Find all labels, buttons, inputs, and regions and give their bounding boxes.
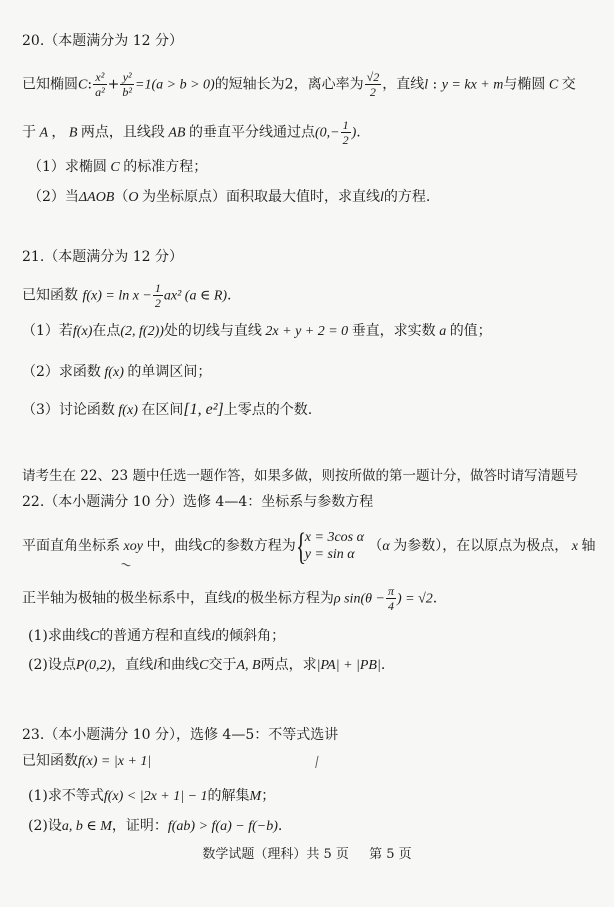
q22-stem-line1: 平面直角坐标系 xoy 中，曲线C的参数方程为 { x = 3cos α y = sin α （α 为参数），在以原点为极点， x 轴 [22, 526, 596, 568]
q23-part2: (2)设a, b ∈ M，证明：f(ab) > f(a) − f(−b). [28, 818, 283, 834]
footer-subject: 数学试题（理科）共 5 页 [202, 847, 349, 862]
q21-part1: （1）若f(x)在点(2, f(2))处的切线与直线 2x + y + 2 = 0 垂直，求实数 a 的值； [22, 323, 492, 339]
q20-part1: （1）求椭圆 C 的标准方程； [28, 159, 208, 175]
q22-header: 22.（本小题满分 10 分）选修 4—4：坐标系与参数方程 [22, 494, 374, 510]
q21-part2: （2）求函数 f(x) 的单调区间； [22, 364, 212, 380]
q22-part2: (2)设点P(0,2)，直线l和曲线C交于A, B两点，求|PA| + |PB|. [28, 657, 386, 673]
q20-part2: （2）当ΔAOB（O 为坐标原点）面积取最大值时，求直线l的方程. [28, 189, 431, 205]
q21-stem: 已知函数 f(x) = ln x − $\frac{1}{2}$ ax² (a ∈ R). [22, 281, 232, 310]
q23-stem: 已知函数f(x) = |x + 1| [22, 753, 152, 769]
q21-part3: （3）讨论函数 f(x) 在区间[1, e²]上零点的个数. [22, 401, 313, 418]
pen-mark: ~ [118, 555, 134, 575]
q23-part1: (1)求不等式f(x) < |2x + 1| − 1的解集M； [28, 788, 276, 804]
q20-stem-line1: 已知椭圆C: $\frac{\text{x²}}{\text{a²}}$ + $\frac{\text{y²}}{\text{b²}}$ =1(a > b > 0)的短轴长为2，离心率为 $\frac{√2}{2}$ ，直线l : y = kx + m与椭圆 C 交 [22, 70, 576, 99]
q20-stem-line2: 于 A ， B 两点，且线段 AB 的垂直平分线通过点(0,− $\frac{1}{2}$ ). [22, 118, 361, 147]
q20-header: 20.（本题满分为 12 分） [22, 33, 183, 49]
page-footer [0, 843, 614, 862]
choice-notice: 请考生在 22、23 题中任选一题作答，如果多做，则按所做的第一题计分，做答时请写清题号 [22, 468, 578, 484]
q22-part1: (1)求曲线C的普通方程和直线l的倾斜角； [28, 628, 286, 644]
q22-stem-line2: 正半轴为极轴的极坐标系中，直线l的极坐标方程为ρ sin(θ − $\frac{\pi}{4}$ ) = √2. [22, 584, 438, 613]
q23-header: 23.（本小题满分 10 分），选修 4—5：不等式选讲 [22, 727, 339, 743]
pen-mark: ⁄ [313, 755, 322, 771]
footer-page-number: 第 5 页 [369, 847, 412, 862]
q21-header: 21.（本题满分为 12 分） [22, 249, 183, 265]
